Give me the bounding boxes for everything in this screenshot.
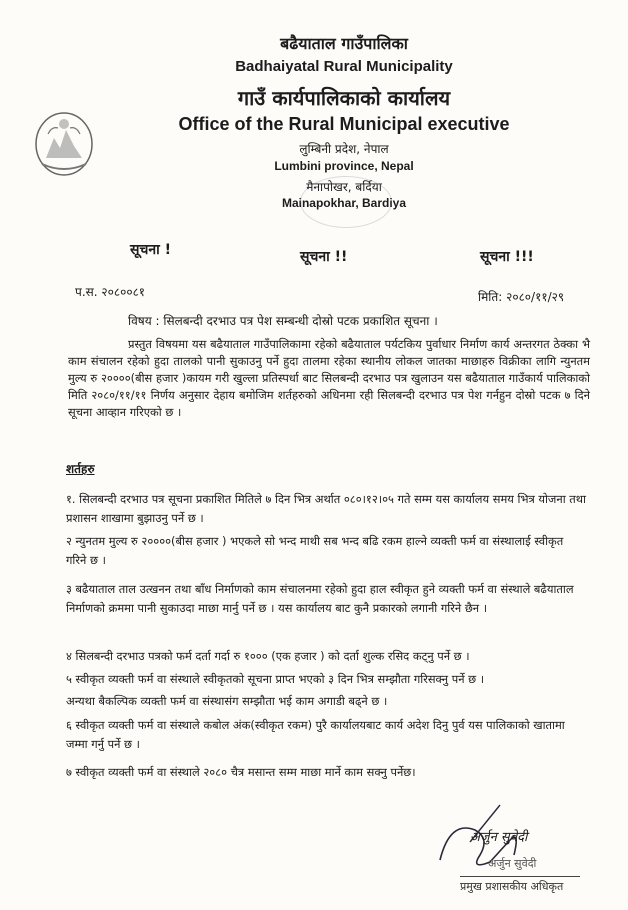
signatory-name-stamp: अर्जुन सुवेदी	[488, 857, 537, 870]
condition-6: ६ स्वीकृत व्यक्ती फर्म वा संस्थाले कबोल अंक(स्वीकृत रकम) पुरै कार्यालयबाट कार्य अदेश दिनु पुर्व यस पालिकाको खातामा जम्मा गर्नु पर्ने छ ।	[66, 718, 565, 751]
reference-number: प.स. २०८००८१	[75, 285, 146, 299]
office-stamp-mark	[300, 176, 392, 228]
body-text: प्रस्तुत विषयमा यस बढैयाताल गाउँपालिकामा रहेको बढैयाताल पर्यटकिय पुर्वाधार निर्माण कार्य अन्तरगत ठेक्का भै काम संचालन रहेको हुदा तालको पानी सुकाउनु पर्ने हुदा तालमा रहेका स्थानीय लोकल जातका माछाहरु विक्रीका लागि न्युनतम मुल्य रु २००००(बीस हजार )कायम गरी खुल्ला प्रतिस्पर्धा बाट सिलबन्दी दरभाउ पत्र खुलाउन यस बढैयाताल गाउँकार्य पालिकाको मिति २०८०/११/११ निर्णय अनुसार देहाय बमोजिम शर्तहरुको अधिनमा रही सिलबन्दी दरभाउ पत्र पेश गर्नहुन दोस्रो पटक ७ दिने सूचना आव्हान गरिएको छ ।	[68, 337, 590, 419]
notice-date: मिति: २०८०/११/२९	[478, 290, 565, 304]
condition-3: ३ बढैयाताल ताल उत्खनन तथा बाँध निर्माणको काम संचालनमा रहेको हुदा हाल स्वीकृत हुने व्यक्ती फर्म वा संस्थाले बढैयाताल निर्माणको क्रममा पानी सुकाउदा माछा मार्नु पर्ने छ । यस कार्यालय बाट कुनै प्रकारको लगानी गरिने छैन ।	[66, 582, 574, 615]
subject-line: विषय : सिलबन्दी दरभाउ पत्र पेश सम्बन्धी दोस्रो पटक प्रकाशित सूचना ।	[128, 314, 438, 328]
condition-4: ४ सिलबन्दी दरभाउ पत्रको फर्म दर्ता गर्दा रु १००० (एक हजार ) को दर्ता शुल्क रसिद कट्नु पर्ने छ ।	[66, 649, 470, 663]
office-name-en: Office of the Rural Municipal executive	[178, 114, 510, 134]
condition-7: ७ स्वीकृत व्यक्ती फर्म वा संस्थाले २०८० चैत्र मसान्त सम्म माछा मार्ने काम सक्नु पर्नेछ।	[66, 765, 416, 779]
municipality-name-en: Badhaiyatal Rural Municipality	[235, 58, 453, 75]
signatory-title: प्रमुख प्रशासकीय अधिकृत	[460, 876, 580, 894]
office-name-np: गाउँ कार्यपालिकाको कार्यालय	[237, 86, 451, 110]
province-np: लुम्बिनी प्रदेश, नेपाल	[299, 142, 389, 156]
terms-heading: शर्तहरु	[66, 462, 95, 476]
location-np: मैनापोखर, बर्दिया	[306, 180, 382, 194]
signatory-name: अर्जुन सुबेदी	[470, 830, 528, 845]
notice-heading-1: सूचना !	[130, 242, 172, 258]
province-en: Lumbini province, Nepal	[274, 159, 414, 173]
municipality-name-np: बढैयाताल गाउँपालिका	[280, 34, 408, 53]
condition-5: ५ स्वीकृत व्यक्ती फर्म वा संस्थाले स्वीकृतको सूचना प्राप्त भएको ३ दिन भित्र सम्झौता गरिसक्नु पर्ने छ ।	[66, 672, 485, 686]
condition-5-continued: अन्यथा बैकल्पिक व्यक्ती फर्म वा संस्थासंग सम्झौता भई काम अगाडी बढ्ने छ ।	[66, 694, 388, 708]
location-en: Mainapokhar, Bardiya	[281, 196, 407, 210]
body-paragraph	[68, 336, 590, 421]
condition-2: २ न्युनतम मुल्य रु २००००(बीस हजार ) भएकले सो भन्द माथी सब भन्द बढि रकम हाल्ने व्यक्ती फर्म वा संस्थालाई स्वीकृत गरिने छ ।	[66, 534, 564, 567]
notice-heading-3: सूचना !!!	[480, 249, 534, 265]
notice-heading-2: सूचना !!	[300, 249, 348, 265]
condition-1: १. सिलबन्दी दरभाउ पत्र सूचना प्रकाशित मितिले ७ दिन भित्र अर्थात ०८०।१२।०५ गते सम्म यस कार्यालय समय भित्र योजना तथा प्रशासन शाखामा बुझाउनु पर्ने छ ।	[66, 492, 586, 525]
